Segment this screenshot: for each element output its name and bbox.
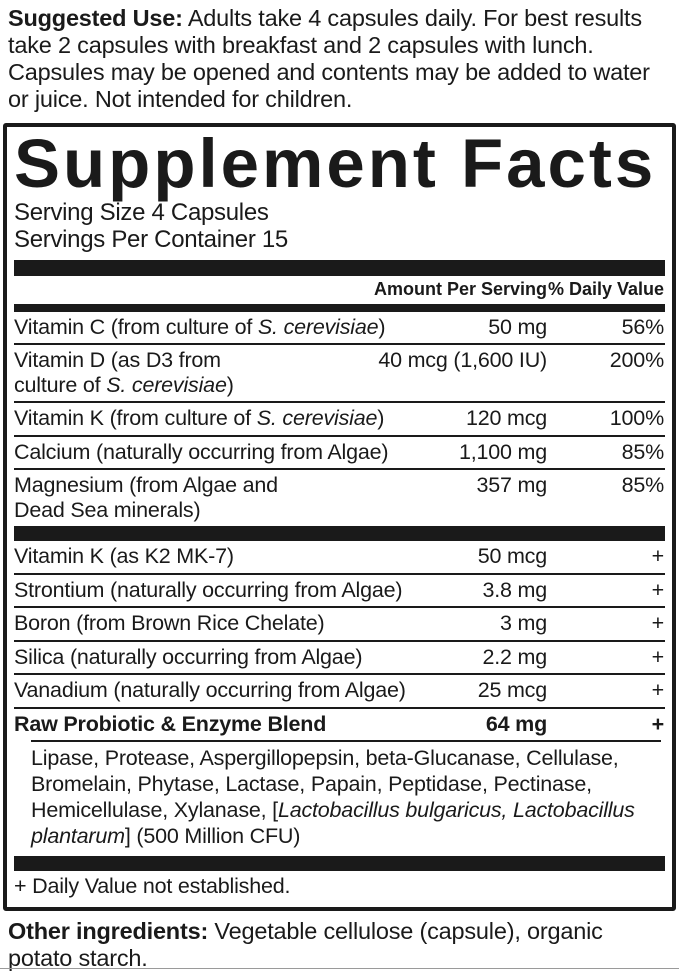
nutrient-name	[14, 473, 543, 522]
table-row	[14, 573, 665, 607]
other-ingredients-paragraph	[8, 918, 667, 972]
nutrient-amount: 3 mg	[500, 611, 547, 636]
nutrient-table	[14, 312, 665, 855]
table-row	[14, 401, 665, 435]
nutrient-daily-value: +	[651, 711, 664, 736]
nutrient-amount: 25 mcg	[477, 678, 547, 703]
nutrient-amount: 50 mcg	[477, 544, 547, 569]
text-segment: culture of	[14, 372, 107, 397]
text-segment: Magnesium (from Algae and	[14, 473, 278, 498]
nutrient-amount: 120 mcg	[465, 406, 547, 431]
table-row	[14, 606, 665, 640]
text-segment: Vitamin K (from culture of	[14, 406, 257, 431]
text-segment: ] (500 Million CFU)	[124, 823, 301, 848]
nutrient-name	[14, 645, 543, 670]
text-segment: )	[377, 406, 385, 431]
nutrient-daily-value: +	[651, 644, 664, 669]
nutrient-daily-value: +	[651, 577, 664, 602]
species-name-italic: S. cerevisiae	[106, 372, 227, 397]
table-row	[14, 541, 665, 573]
section-divider-bar	[14, 526, 665, 541]
nutrient-name	[14, 678, 543, 703]
nutrient-amount: 50 mg	[488, 314, 547, 339]
other-ingredients-label: Other ingredients:	[8, 917, 209, 944]
serving-size: Serving Size 4 Capsules	[14, 199, 269, 227]
suggested-use-paragraph	[0, 0, 679, 119]
blend-ingredient-list	[31, 740, 661, 854]
nutrient-amount: 1,100 mg	[458, 439, 547, 464]
nutrient-name	[14, 578, 543, 603]
nutrient-daily-value: 85%	[621, 439, 664, 464]
nutrient-daily-value: 100%	[609, 406, 664, 431]
text-segment: Vanadium (naturally occurring from Algae)	[14, 678, 406, 703]
text-segment: Calcium (naturally occurring from Algae)	[14, 439, 389, 464]
nutrient-daily-value: +	[651, 678, 664, 703]
amount-column-header: Amount Per Serving	[373, 278, 547, 299]
text-segment: Strontium (naturally occurring from Algae)	[14, 577, 403, 602]
text-segment: Lipase, Protease, Aspergillopepsin, beta-Glucanase, Cellulase, Bromelain, Phytase, Lactase, Papain, Peptidase, Pectinase, Hemicellulase, Xylanase, [	[31, 746, 619, 822]
text-segment: )	[226, 372, 234, 397]
panel-title: Supplement Facts	[14, 124, 657, 202]
nutrient-amount: 40 mcg (1,600 IU)	[378, 348, 547, 373]
nutrient-name	[14, 544, 543, 569]
nutrient-amount: 357 mg	[476, 473, 547, 498]
nutrient-amount: 64 mg	[485, 711, 547, 736]
text-segment: )	[378, 314, 386, 339]
nutrient-daily-value: 200%	[609, 348, 664, 373]
column-headers	[14, 279, 665, 302]
nutrient-name	[14, 315, 543, 340]
nutrient-daily-value: +	[651, 611, 664, 636]
text-segment: Vitamin D (as D3 from	[14, 348, 221, 373]
text-segment: Dead Sea minerals)	[14, 497, 201, 522]
nutrient-daily-value: 85%	[621, 473, 664, 498]
daily-value-footnote: + Daily Value not established.	[14, 873, 291, 898]
text-segment: Vitamin C (from culture of	[14, 314, 258, 339]
table-row	[14, 640, 665, 674]
suggested-use-label: Suggested Use:	[8, 5, 183, 31]
text-segment: Boron (from Brown Rice Chelate)	[14, 611, 325, 636]
table-row	[14, 312, 665, 344]
nutrient-name	[14, 712, 543, 737]
nutrient-name	[14, 406, 543, 431]
nutrient-daily-value: +	[651, 544, 664, 569]
species-name-italic: S. cerevisiae	[256, 406, 378, 431]
header-divider-bar	[14, 304, 665, 312]
table-row	[14, 707, 665, 741]
daily-value-column-header: % Daily Value	[547, 278, 664, 299]
heavy-divider-bar	[14, 260, 665, 276]
servings-per-container: Servings Per Container 15	[14, 225, 288, 253]
bottom-rule	[0, 968, 679, 969]
footnote-divider-bar	[14, 856, 665, 871]
nutrient-amount: 2.2 mg	[482, 644, 547, 669]
text-segment: Vitamin K (as K2 MK-7)	[14, 544, 234, 569]
table-row	[14, 673, 665, 707]
table-row	[14, 435, 665, 469]
other-ingredients-text: Vegetable cellulose (capsule), organic potato starch.	[8, 917, 603, 971]
nutrient-amount: 3.8 mg	[482, 577, 547, 602]
nutrient-name	[14, 611, 543, 636]
supplement-facts-panel	[3, 123, 676, 911]
species-name-italic: S. cerevisiae	[257, 314, 379, 339]
text-segment: Silica (naturally occurring from Algae)	[14, 644, 363, 669]
species-name-italic: Lactobacillus bulgaricus, Lactobacillus plantarum	[31, 797, 635, 848]
nutrient-daily-value: 56%	[621, 314, 664, 339]
table-row	[14, 343, 665, 401]
text-segment: Raw Probiotic & Enzyme Blend	[14, 711, 327, 736]
table-row	[14, 468, 665, 526]
suggested-use-text: Adults take 4 capsules daily. For best results take 2 capsules with breakfast and 2 capsules with lunch. Capsules may be opened and contents may be added to water or juice. Not intended for children.	[8, 5, 650, 113]
